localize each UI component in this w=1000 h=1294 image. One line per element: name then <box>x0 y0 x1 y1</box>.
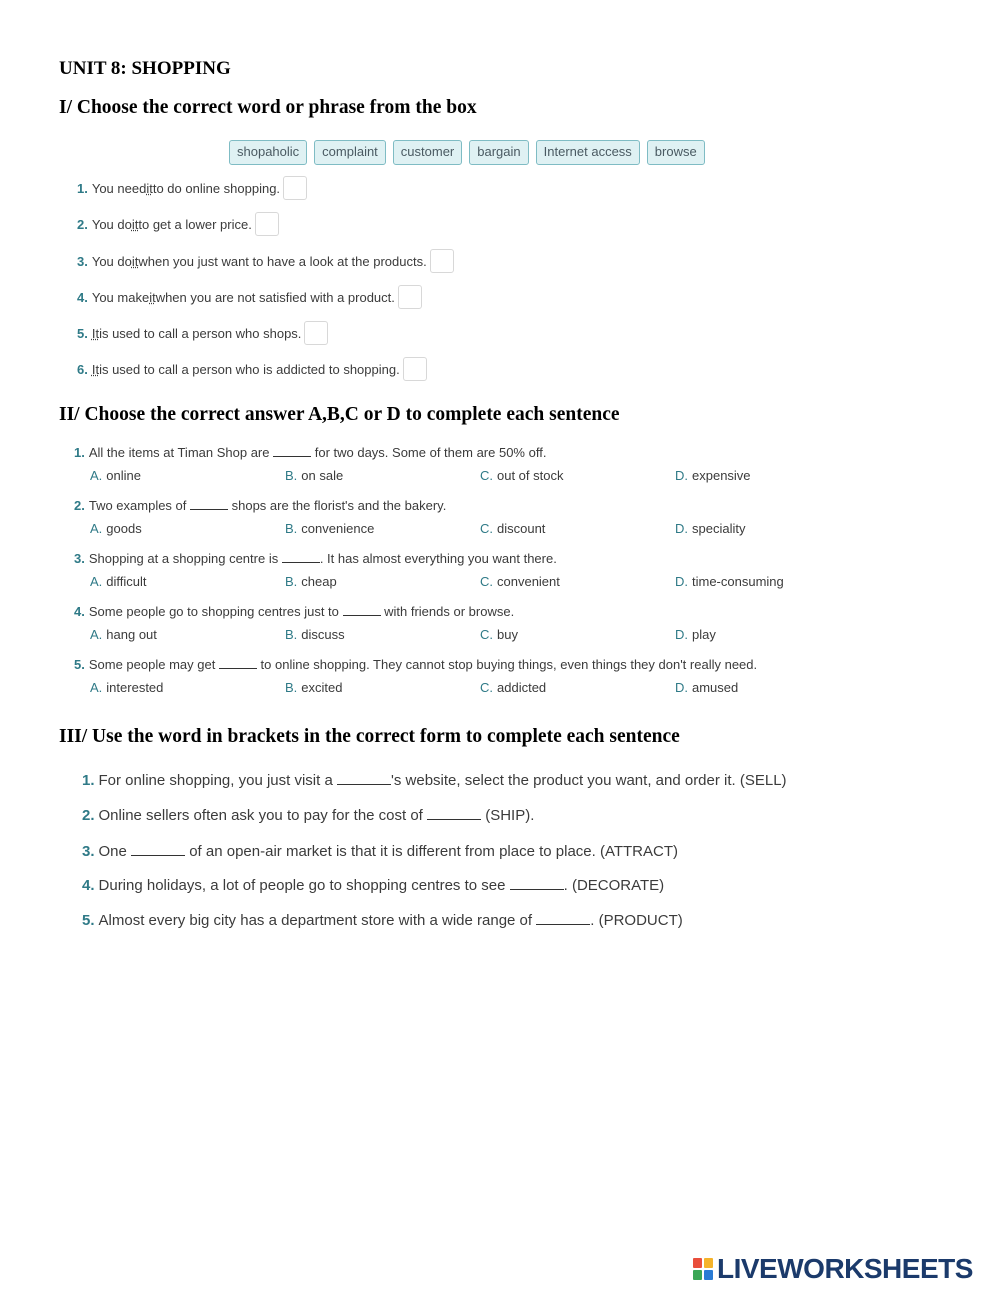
answer-drop-box[interactable] <box>255 212 279 236</box>
question-number: 4. <box>77 289 88 305</box>
question-number: 6. <box>77 361 88 377</box>
question-text-after: . (DECORATE) <box>563 877 665 894</box>
answer-drop-box[interactable] <box>304 321 328 345</box>
option-c[interactable]: C. addicted <box>480 680 547 695</box>
question-text-after: . (PRODUCT) <box>590 912 683 929</box>
s1-question-6 <box>77 357 427 381</box>
s1-question-3 <box>77 249 454 273</box>
option-c[interactable]: C. convenient <box>480 574 560 589</box>
option-b[interactable]: B. discuss <box>285 627 345 642</box>
question-number: 5. <box>82 912 95 929</box>
question-text-after: to online shopping. They cannot stop buying things, even things they don't really need. <box>256 657 758 672</box>
question-pronoun: it <box>131 253 139 269</box>
question-number: 3. <box>77 253 88 269</box>
option-d[interactable]: D. speciality <box>675 521 746 536</box>
question-text-post: when you just want to have a look at the products. <box>138 253 427 269</box>
question-text-after: 's website, select the product you want, and order it. (SELL) <box>390 772 787 789</box>
question-text-before: Two examples of <box>88 498 190 513</box>
s3-question-3 <box>82 843 678 860</box>
question-text-pre: You need <box>91 180 147 196</box>
question-pronoun: It <box>91 325 100 341</box>
question-text-after: for two days. Some of them are 50% off. <box>311 445 547 460</box>
answer-blank[interactable] <box>427 819 481 820</box>
option-c[interactable]: C. discount <box>480 521 546 536</box>
option-b[interactable]: B. excited <box>285 680 343 695</box>
s3-question-1 <box>82 772 787 789</box>
option-d[interactable]: D. time-consuming <box>675 574 784 589</box>
s1-question-5 <box>77 321 328 345</box>
option-c[interactable]: C. out of stock <box>480 468 564 483</box>
answer-blank[interactable] <box>337 784 391 785</box>
question-number: 3. <box>82 843 95 860</box>
answer-blank[interactable] <box>536 924 590 925</box>
question-text-after: shops are the florist's and the bakery. <box>228 498 447 513</box>
word-chip[interactable]: complaint <box>314 140 386 165</box>
question-text-pre: You make <box>91 289 150 305</box>
answer-blank <box>343 615 381 616</box>
question-text-pre: You do <box>91 253 132 269</box>
question-number: 2. <box>74 498 85 513</box>
question-text-post: to get a lower price. <box>138 216 252 232</box>
s3-question-2 <box>82 807 534 824</box>
question-number: 5. <box>77 325 88 341</box>
s2-question-4 <box>74 604 514 619</box>
option-a[interactable]: A. difficult <box>90 574 147 589</box>
question-text-before: Some people go to shopping centres just to <box>88 604 343 619</box>
option-a[interactable]: A. interested <box>90 680 164 695</box>
word-box <box>229 140 705 165</box>
question-text-before: Almost every big city has a department store with a wide range of <box>98 912 537 929</box>
option-a[interactable]: A. goods <box>90 521 142 536</box>
question-text-post: when you are not satisfied with a product. <box>155 289 395 305</box>
word-chip[interactable]: bargain <box>469 140 528 165</box>
answer-drop-box[interactable] <box>430 249 454 273</box>
question-number: 1. <box>77 180 88 196</box>
question-text-before: Shopping at a shopping centre is <box>88 551 282 566</box>
question-number: 5. <box>74 657 85 672</box>
question-text-before: Some people may get <box>88 657 219 672</box>
question-number: 1. <box>82 772 95 789</box>
answer-blank <box>219 668 257 669</box>
question-text-before: Online sellers often ask you to pay for the cost of <box>98 807 428 824</box>
question-number: 2. <box>82 807 95 824</box>
question-text-post: to do online shopping. <box>152 180 281 196</box>
answer-blank <box>190 509 228 510</box>
question-text-after: . It has almost everything you want there. <box>319 551 557 566</box>
word-chip[interactable]: browse <box>647 140 705 165</box>
question-pronoun: It <box>91 361 100 377</box>
question-number: 1. <box>74 445 85 460</box>
option-a[interactable]: A. hang out <box>90 627 157 642</box>
question-text-after: (SHIP). <box>481 807 535 824</box>
option-b[interactable]: B. cheap <box>285 574 337 589</box>
question-number: 4. <box>82 877 95 894</box>
unit-title: UNIT 8: SHOPPING <box>59 58 231 79</box>
question-text-after: with friends or browse. <box>380 604 515 619</box>
option-d[interactable]: D. expensive <box>675 468 751 483</box>
option-b[interactable]: B. on sale <box>285 468 344 483</box>
answer-blank <box>273 456 311 457</box>
logo-square <box>704 1270 713 1280</box>
question-text-before: During holidays, a lot of people go to shopping centres to see <box>98 877 510 894</box>
logo-square <box>693 1270 702 1280</box>
question-text-post: is used to call a person who shops. <box>99 325 302 341</box>
answer-drop-box[interactable] <box>398 285 422 309</box>
question-text-pre: You do <box>91 216 132 232</box>
answer-blank[interactable] <box>131 855 185 856</box>
liveworksheets-logo <box>693 1253 973 1285</box>
word-chip[interactable]: Internet access <box>536 140 640 165</box>
section-2-heading: II/ Choose the correct answer A,B,C or D to complete each sentence <box>59 404 620 425</box>
s1-question-4 <box>77 285 422 309</box>
s1-question-2 <box>77 212 279 236</box>
option-a[interactable]: A. online <box>90 468 141 483</box>
answer-blank <box>282 562 320 563</box>
answer-blank[interactable] <box>510 889 564 890</box>
question-text-before: All the items at Timan Shop are <box>88 445 274 460</box>
question-pronoun: it <box>149 289 156 305</box>
option-b[interactable]: B. convenience <box>285 521 375 536</box>
question-number: 4. <box>74 604 85 619</box>
option-d[interactable]: D. amused <box>675 680 739 695</box>
question-text-before: For online shopping, you just visit a <box>98 772 337 789</box>
question-text-after: of an open-air market is that it is different from place to place. (ATTRACT) <box>185 843 679 860</box>
question-pronoun: it <box>131 216 139 232</box>
section-1-heading: I/ Choose the correct word or phrase from the box <box>59 97 477 118</box>
section-3-heading: III/ Use the word in brackets in the correct form to complete each sentence <box>59 726 680 747</box>
option-c[interactable]: C. buy <box>480 627 518 642</box>
s2-question-5 <box>74 657 757 672</box>
s1-question-1 <box>77 176 307 200</box>
word-chip[interactable]: customer <box>393 140 462 165</box>
logo-square <box>693 1258 702 1268</box>
liveworksheets-logo-icon <box>693 1258 713 1280</box>
logo-text: LIVEWORKSHEETS <box>717 1253 973 1284</box>
question-number: 2. <box>77 216 88 232</box>
option-d[interactable]: D. play <box>675 627 716 642</box>
answer-drop-box[interactable] <box>403 357 427 381</box>
word-chip[interactable]: shopaholic <box>229 140 307 165</box>
answer-drop-box[interactable] <box>283 176 307 200</box>
s3-question-4 <box>82 877 664 894</box>
s2-question-2 <box>74 498 446 513</box>
s3-question-5 <box>82 912 683 929</box>
question-text-before: One <box>98 843 132 860</box>
s2-question-1 <box>74 445 546 460</box>
s2-question-3 <box>74 551 557 566</box>
logo-square <box>704 1258 713 1268</box>
question-pronoun: it <box>146 180 153 196</box>
question-number: 3. <box>74 551 85 566</box>
question-text-post: is used to call a person who is addicted to shopping. <box>99 361 400 377</box>
